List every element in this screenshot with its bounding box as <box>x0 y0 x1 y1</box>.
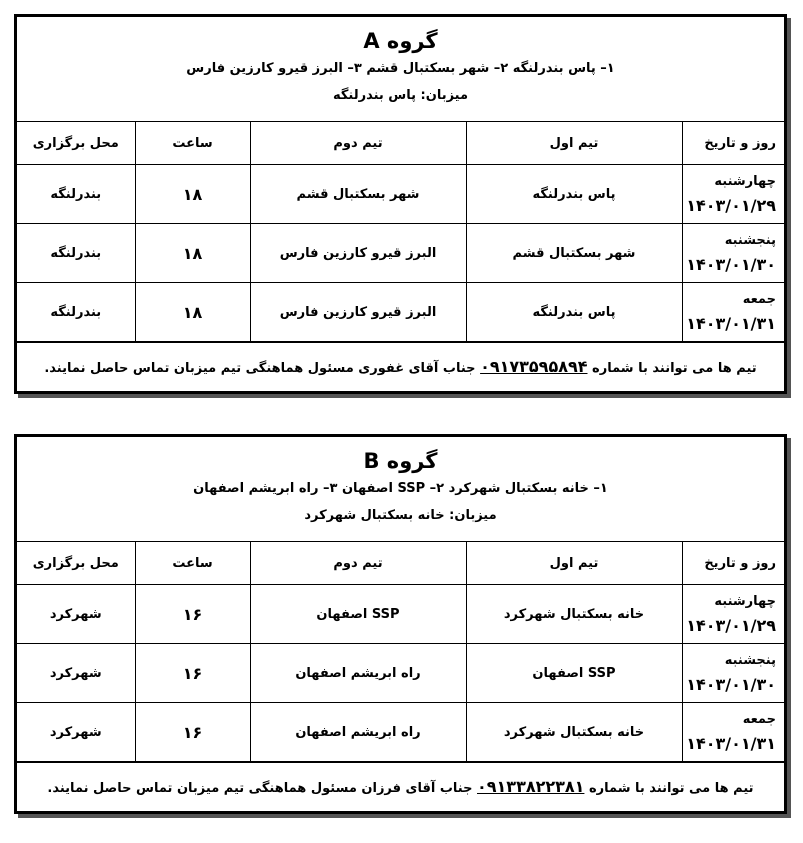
match-date: ۱۴۰۳/۰۱/۳۱ <box>686 734 776 753</box>
match-venue: شهرکرد <box>17 644 135 703</box>
table-row <box>17 165 784 224</box>
match-day: چهارشنبه <box>714 174 776 189</box>
match-date: ۱۴۰۳/۰۱/۲۹ <box>686 196 776 215</box>
match-venue: بندرلنگه <box>17 283 135 342</box>
note-before: تیم ها می توانند با شماره <box>592 361 757 376</box>
match-team1: خانه بسکتبال شهرکرد <box>466 585 682 644</box>
table-row <box>17 283 784 342</box>
match-day: جمعه <box>742 712 776 727</box>
match-date-cell <box>682 703 784 762</box>
table-header-row <box>17 122 784 165</box>
match-team2: راه ابریشم اصفهان <box>250 703 466 762</box>
col-header-date: روز و تاریخ <box>682 122 784 165</box>
host-label: میزبان: <box>449 508 497 523</box>
col-header-venue: محل برگزاری <box>17 542 135 585</box>
note-after: جناب آقای غفوری مسئول هماهنگی تیم میزبان تماس حاصل نمایند. <box>44 361 476 376</box>
match-time: ۱۸ <box>135 283 250 342</box>
col-header-team2: تیم دوم <box>250 542 466 585</box>
table-row <box>17 644 784 703</box>
match-team1: شهر بسکتبال قشم <box>466 224 682 283</box>
match-venue: بندرلنگه <box>17 165 135 224</box>
group-b-schedule-table <box>17 542 784 762</box>
match-time: ۱۸ <box>135 165 250 224</box>
match-team2: شهر بسکتبال قشم <box>250 165 466 224</box>
table-header-row <box>17 542 784 585</box>
match-date-cell <box>682 644 784 703</box>
col-header-time: ساعت <box>135 122 250 165</box>
group-b-title: گروه B <box>363 449 438 473</box>
match-team2: البرز قیرو کارزین فارس <box>250 283 466 342</box>
match-date: ۱۴۰۳/۰۱/۳۰ <box>686 675 776 694</box>
match-time: ۱۶ <box>135 585 250 644</box>
contact-phone: ۰۹۱۷۳۵۹۵۸۹۴ <box>480 357 588 376</box>
match-team1: خانه بسکتبال شهرکرد <box>466 703 682 762</box>
match-team2: راه ابریشم اصفهان <box>250 644 466 703</box>
note-before: تیم ها می توانند با شماره <box>588 781 754 796</box>
match-venue: شهرکرد <box>17 703 135 762</box>
match-time: ۱۶ <box>135 703 250 762</box>
group-b-card <box>14 434 787 814</box>
match-date: ۱۴۰۳/۰۱/۲۹ <box>686 616 776 635</box>
col-header-venue: محل برگزاری <box>17 122 135 165</box>
col-header-date: روز و تاریخ <box>682 542 784 585</box>
match-team2: البرز قیرو کارزین فارس <box>250 224 466 283</box>
contact-phone: ۰۹۱۳۳۸۲۲۳۸۱ <box>477 777 585 796</box>
host-name: پاس بندرلنگه <box>332 88 416 103</box>
match-date: ۱۴۰۳/۰۱/۳۱ <box>686 314 776 333</box>
group-a-card <box>14 14 787 394</box>
match-day: پنجشنبه <box>724 653 776 668</box>
match-day: چهارشنبه <box>714 594 776 609</box>
col-header-team1: تیم اول <box>466 122 682 165</box>
group-a-header <box>17 17 784 122</box>
note-after: جناب آقای فرزان مسئول هماهنگی تیم میزبان تماس حاصل نمایند. <box>47 781 473 796</box>
group-a-contact-note <box>17 342 784 391</box>
match-venue: شهرکرد <box>17 585 135 644</box>
match-day: جمعه <box>742 292 776 307</box>
col-header-team2: تیم دوم <box>250 122 466 165</box>
table-row <box>17 585 784 644</box>
group-b-host <box>17 503 784 529</box>
match-time: ۱۸ <box>135 224 250 283</box>
group-b-contact-note <box>17 762 784 811</box>
host-label: میزبان: <box>420 88 469 103</box>
match-date-cell <box>682 283 784 342</box>
group-a-title: گروه A <box>363 29 438 53</box>
group-a-schedule-table <box>17 122 784 342</box>
group-a-teams-line: ۱– پاس بندرلنگه ۲– شهر بسکتبال قشم ۳– البرز قیرو کارزین فارس <box>186 61 615 76</box>
group-b-teams-line: ۱– خانه بسکتبال شهرکرد ۲– SSP اصفهان ۳– راه ابریشم اصفهان <box>193 481 608 496</box>
match-team1: پاس بندرلنگه <box>466 283 682 342</box>
match-team1: SSP اصفهان <box>466 644 682 703</box>
match-date-cell <box>682 224 784 283</box>
match-venue: بندرلنگه <box>17 224 135 283</box>
group-a-host <box>17 83 784 109</box>
match-time: ۱۶ <box>135 644 250 703</box>
match-date-cell <box>682 165 784 224</box>
col-header-team1: تیم اول <box>466 542 682 585</box>
host-name: خانه بسکتبال شهرکرد <box>304 508 445 523</box>
table-row <box>17 703 784 762</box>
match-team2: SSP اصفهان <box>250 585 466 644</box>
match-date-cell <box>682 585 784 644</box>
match-day: پنجشنبه <box>724 233 776 248</box>
match-team1: پاس بندرلنگه <box>466 165 682 224</box>
col-header-time: ساعت <box>135 542 250 585</box>
match-date: ۱۴۰۳/۰۱/۳۰ <box>686 255 776 274</box>
group-b-header <box>17 437 784 542</box>
table-row <box>17 224 784 283</box>
